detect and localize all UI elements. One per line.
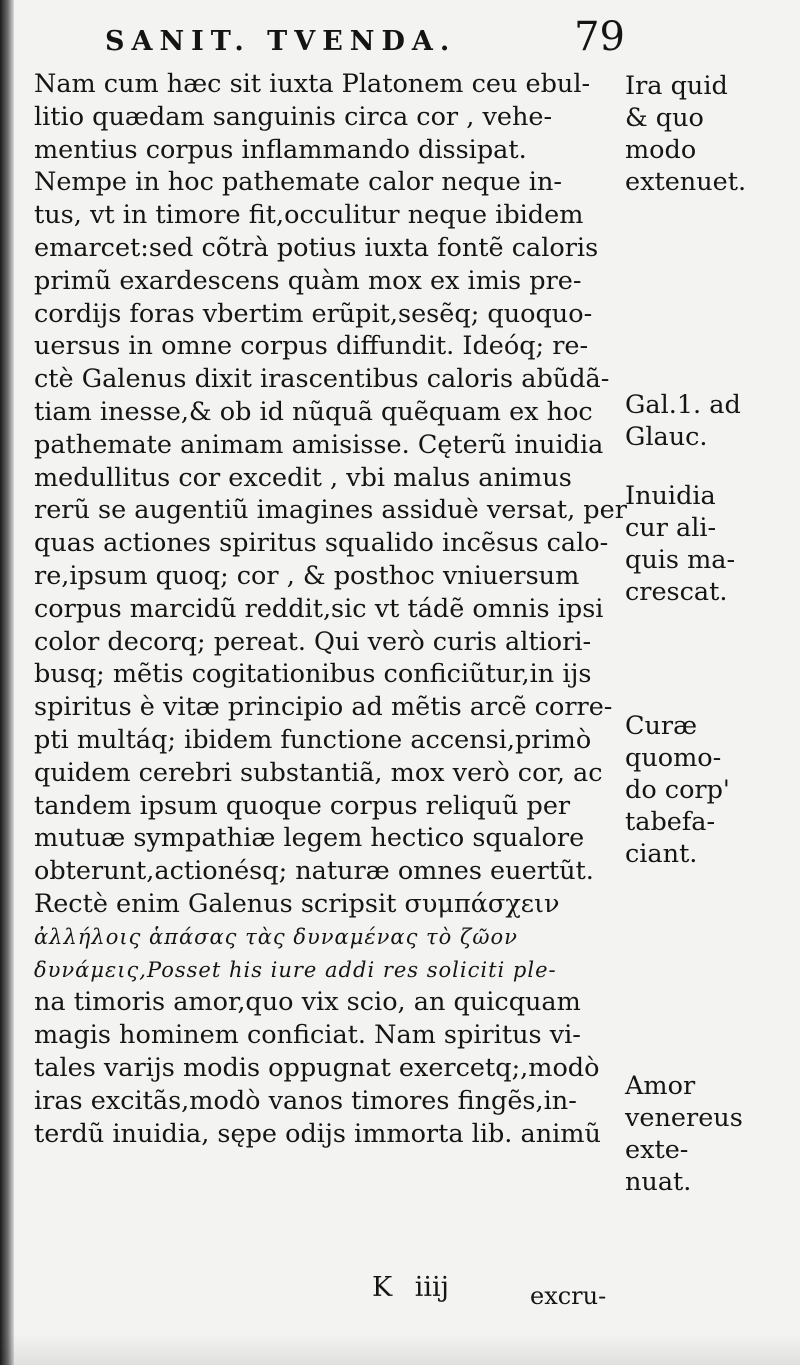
text-line: color decorq; pereat. Qui verò curis altiori-	[34, 626, 592, 657]
text-line: tandem ipsum quoque corpus reliquũ per	[34, 790, 571, 821]
text-line: mutuæ sympathiæ legem hectico squalore	[34, 823, 585, 854]
text-line: na timoris amor,quo vix scio, an quicquam	[34, 987, 581, 1018]
text-line: δυνάμεις,Posset his iure addi res soliciti ple-	[34, 957, 557, 982]
running-title: SANIT. TVENDA.	[105, 26, 457, 57]
marginal-note-curae: Curæ quomo- do corp' tabefa- ciant.	[625, 711, 730, 869]
text-line: re,ipsum quoq; cor , & posthoc vniuersum	[34, 560, 580, 591]
text-line: terdũ inuidia, sępe odijs immorta lib. animũ	[34, 1118, 601, 1149]
text-line: Nam cum hæc sit iuxta Platonem ceu ebul-	[34, 69, 591, 99]
text-line: quidem cerebri substantiã, mox verò cor, ac	[34, 757, 603, 788]
text-line: quas actiones spiritus squalido incẽsus calo-	[34, 528, 609, 559]
text-line: mentius corpus inflammando dissipat.	[34, 134, 527, 165]
marginal-note-amor: Amor venereus exte- nuat.	[625, 1071, 743, 1197]
text-line: pti multáq; ibidem functione accensi,primò	[34, 724, 592, 755]
catchword: excru-	[530, 1282, 607, 1310]
text-line: rerũ se augentiũ imagines assiduè versat, per	[34, 495, 627, 526]
body-text-column	[34, 68, 627, 1150]
text-line: Nempe in hoc pathemate calor neque in-	[34, 167, 563, 198]
text-line: ἀλλήλοις ἁπάσας τὰς δυναμένας τὸ ζῶον	[34, 924, 518, 949]
text-line: pathemate animam amisisse. Cęterũ inuidia	[34, 429, 604, 460]
page-number: 79	[574, 14, 625, 60]
text-line: tiam inesse,& ob id nũquã quẽquam ex hoc	[34, 396, 593, 427]
text-line: spiritus è vitæ principio ad mẽtis arcẽ corre-	[34, 692, 613, 723]
text-line: tus, vt in timore fit,occulitur neque ibidem	[34, 200, 584, 231]
text-line: corpus marcidũ reddit,sic vt tádẽ omnis ipsi	[34, 593, 604, 624]
text-line: obterunt,actionésq; naturæ omnes euertũt.	[34, 856, 594, 887]
text-line: tales varijs modis oppugnat exercetq;,modò	[34, 1052, 600, 1083]
running-head	[105, 14, 625, 64]
marginal-note-galenus: Gal.1. ad Glauc.	[625, 390, 741, 452]
marginal-note-inuidia: Inuidia cur ali- quis ma- crescat.	[625, 481, 736, 607]
signature-mark: K iiij	[372, 1272, 450, 1303]
text-line: emarcet:sed cõtrà potius iuxta fontẽ caloris	[34, 232, 599, 263]
text-line: ctè Galenus dixit irascentibus caloris abũdã-	[34, 364, 610, 395]
text-line: medullitus cor excedit , vbi malus animus	[34, 462, 572, 493]
text-line: magis hominem conficiat. Nam spiritus vi-	[34, 1020, 581, 1051]
text-line: cordijs foras vbertim erũpit,sesẽq; quoquo-	[34, 298, 593, 329]
marginal-note-ira: Ira quid & quo modo extenuet.	[625, 71, 747, 197]
text-line: litio quædam sanguinis circa cor , vehe-	[34, 101, 553, 132]
text-line: iras excitãs,modò vanos timores fingẽs,in-	[34, 1085, 577, 1116]
text-line: Rectè enim Galenus scripsit συμπάσχειν	[34, 888, 560, 919]
text-line: primũ exardescens quàm mox ex imis pre-	[34, 265, 582, 296]
text-line: uersus in omne corpus diffundit. Ideóq; re-	[34, 331, 589, 362]
text-line: busq; mẽtis cogitationibus conficiũtur,in ijs	[34, 659, 592, 690]
